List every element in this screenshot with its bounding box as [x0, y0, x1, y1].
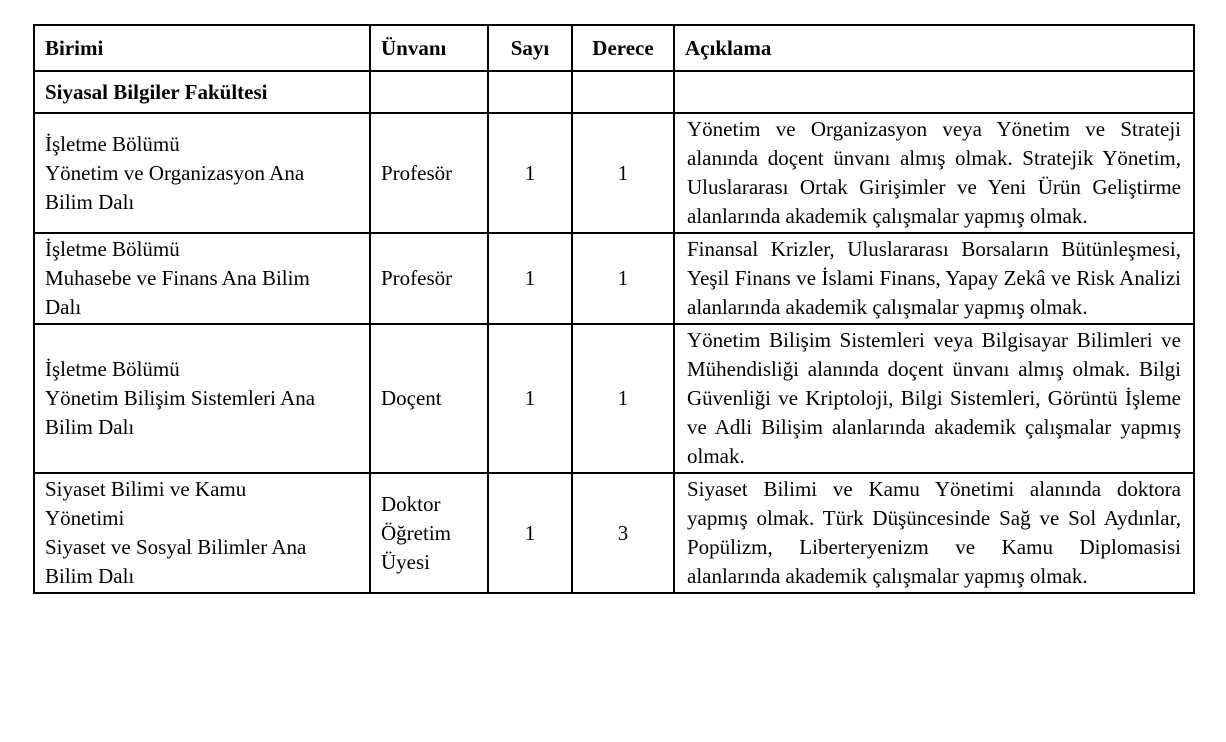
unit-line: Bilim Dalı — [45, 415, 135, 439]
empty-cell — [572, 71, 674, 113]
header-birimi: Birimi — [34, 25, 370, 71]
empty-cell — [488, 71, 572, 113]
degree-cell: 1 — [572, 233, 674, 324]
unit-cell — [34, 473, 370, 593]
title-line: Öğretim — [381, 520, 451, 545]
degree-cell: 3 — [572, 473, 674, 593]
title-line: Doktor — [381, 491, 441, 516]
unit-cell — [34, 324, 370, 473]
unit-cell — [34, 233, 370, 324]
title-cell — [370, 113, 488, 233]
unit-cell — [34, 113, 370, 233]
table-row — [34, 113, 1194, 233]
description-cell: Finansal Krizler, Uluslararası Borsaların Bütünleşmesi, Yeşil Finans ve İslami Finans, Yapay Zekâ ve Risk Analizi alanlarında akademik çalışmalar yapmış olmak. — [674, 233, 1194, 324]
unit-line: Muhasebe ve Finans Ana Bilim — [45, 266, 310, 290]
unit-line: İşletme Bölümü — [45, 357, 180, 381]
unit-line: Bilim Dalı — [45, 564, 135, 588]
title-line: Profesör — [381, 266, 453, 290]
title-line: Profesör — [381, 160, 453, 185]
description-cell: Yönetim ve Organizasyon veya Yönetim ve Strateji alanında doçent ünvanı almış olmak. Stratejik Yönetim, Uluslararası Ortak Girişimler ve Yeni Ürün Geliştirme alanlarında akademik çalışmalar yapmış olmak. — [674, 113, 1194, 233]
header-sayi: Sayı — [488, 25, 572, 71]
description-cell: Siyaset Bilimi ve Kamu Yönetimi alanında doktora yapmış olmak. Türk Düşüncesinde Sağ ve Sol Aydınlar, Popülizm, Liberteryenizm ve Kamu Diplomasisi alanlarında akademik çalışmalar yapmış olmak. — [674, 473, 1194, 593]
count-cell: 1 — [488, 473, 572, 593]
unit-line: İşletme Bölümü — [45, 237, 180, 261]
title-line: Üyesi — [381, 549, 430, 574]
count-cell: 1 — [488, 233, 572, 324]
table-row — [34, 473, 1194, 593]
unit-line: Dalı — [45, 295, 82, 319]
title-cell — [370, 233, 488, 324]
unit-line: Bilim Dalı — [45, 189, 135, 214]
header-unvani: Ünvanı — [370, 25, 488, 71]
staff-positions-table — [33, 24, 1195, 594]
unit-line: İşletme Bölümü — [45, 131, 180, 156]
faculty-name: Siyasal Bilgiler Fakültesi — [34, 71, 370, 113]
unit-line: Yönetimi — [45, 506, 125, 530]
header-derece: Derece — [572, 25, 674, 71]
empty-cell — [674, 71, 1194, 113]
unit-line: Yönetim Bilişim Sistemleri Ana — [45, 386, 316, 410]
title-cell — [370, 473, 488, 593]
title-line: Doçent — [381, 386, 442, 410]
degree-cell: 1 — [572, 324, 674, 473]
unit-line: Yönetim ve Organizasyon Ana — [45, 160, 305, 185]
count-cell: 1 — [488, 113, 572, 233]
description-cell: Yönetim Bilişim Sistemleri veya Bilgisayar Bilimleri ve Mühendisliği alanında doçent ünvanı almış olmak. Bilgi Güvenliği ve Kriptoloji, Bilgi Sistemleri, Görüntü İşleme ve Adli Bilişim alanlarında akademik çalışmalar yapmış olmak. — [674, 324, 1194, 473]
header-row — [34, 25, 1194, 71]
header-aciklama: Açıklama — [674, 25, 1194, 71]
count-cell: 1 — [488, 324, 572, 473]
table-row — [34, 324, 1194, 473]
table-row — [34, 233, 1194, 324]
title-cell — [370, 324, 488, 473]
degree-cell: 1 — [572, 113, 674, 233]
faculty-row — [34, 71, 1194, 113]
unit-line: Siyaset Bilimi ve Kamu — [45, 477, 247, 501]
empty-cell — [370, 71, 488, 113]
unit-line: Siyaset ve Sosyal Bilimler Ana — [45, 535, 307, 559]
